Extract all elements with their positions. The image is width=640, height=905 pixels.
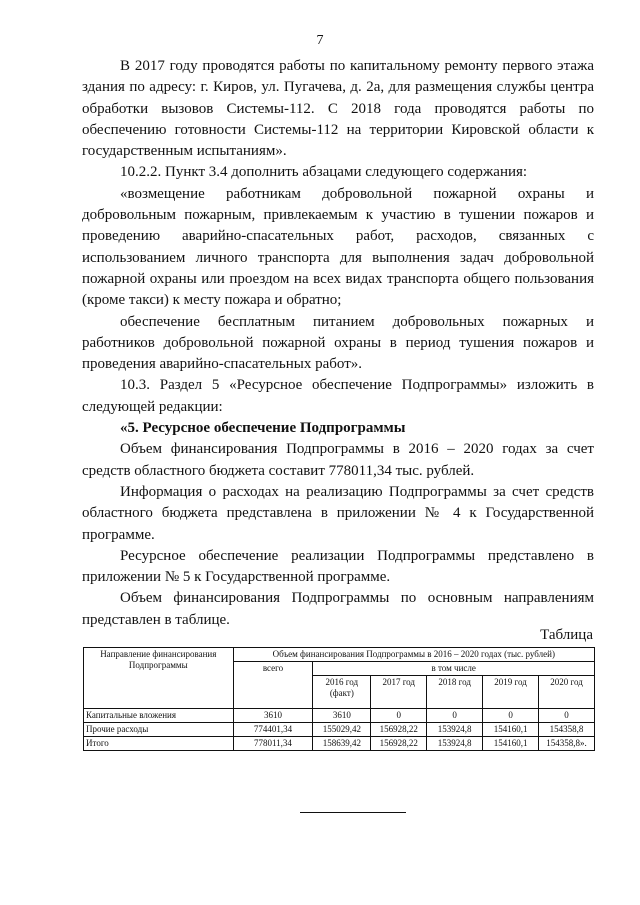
paragraph-repair-works: В 2017 году проводятся работы по капитальному ремонту первого этажа здания по адресу: г. Киров, ул. Пугачева, д. 2а, для размещения службы центра обработки вызовов Системы-112. С 2018 года проводятся работы по обеспечению готовности Системы-112 на территории Кировской области к государственным испытаниям».	[82, 58, 594, 160]
row-total: 774401,34	[233, 723, 313, 737]
cell-2019: 154160,1	[483, 723, 539, 737]
cell-2019: 0	[483, 709, 539, 723]
cell-2020: 154358,8».	[539, 737, 595, 751]
paragraph-funding-by-direction: Объем финансирования Подпрограммы по основным направлениям представлен в таблице.	[82, 590, 594, 628]
header-including: в том числе	[313, 662, 595, 676]
cell-2020: 0	[539, 709, 595, 723]
header-total: всего	[233, 662, 313, 709]
cell-2017: 0	[371, 709, 427, 723]
table-row	[84, 709, 595, 723]
paragraph-expense-info: Информация о расходах на реализацию Подпрограммы за счет средств областного бюджета представлена в приложении № 4 к Государственной программе.	[82, 483, 594, 543]
cell-2018: 153924,8	[427, 723, 483, 737]
cell-2017: 156928,22	[371, 737, 427, 751]
header-year-2018: 2018 год	[427, 676, 483, 709]
header-direction: Направление финансирования Подпрограммы	[84, 648, 234, 709]
row-label: Итого	[84, 737, 234, 751]
paragraph-free-meals: обеспечение бесплатным питанием добровольных пожарных и работников добровольной пожарной охраны в период тушения пожаров и проведения аварийно-спасательных работ».	[82, 313, 594, 373]
header-volume: Объем финансирования Подпрограммы в 2016 – 2020 годах (тыс. рублей)	[233, 648, 594, 662]
table-row	[84, 737, 595, 751]
paragraph-item-10-2-2: 10.2.2. Пункт 3.4 дополнить абзацами следующего содержания:	[120, 164, 528, 181]
paragraph-item-10-3: 10.3. Раздел 5 «Ресурсное обеспечение Подпрограммы» изложить в следующей редакции:	[82, 377, 594, 415]
header-year-2020: 2020 год	[539, 676, 595, 709]
row-total: 778011,34	[233, 737, 313, 751]
footer-divider	[300, 812, 406, 813]
cell-2019: 154160,1	[483, 737, 539, 751]
row-label: Прочие расходы	[84, 723, 234, 737]
row-total: 3610	[233, 709, 313, 723]
cell-2016: 158639,42	[313, 737, 371, 751]
header-year-2016: 2016 год (факт)	[313, 676, 371, 709]
section-5-heading: «5. Ресурсное обеспечение Подпрограммы	[120, 420, 406, 437]
cell-2016: 3610	[313, 709, 371, 723]
cell-2018: 153924,8	[427, 737, 483, 751]
table-caption: Таблица	[540, 627, 593, 643]
paragraph-compensation: «возмещение работникам добровольной пожарной охраны и добровольным пожарным, привлекаемым к участию в тушении пожаров и проведению аварийно-спасательных работ, расходов, связанных с использованием личного транспорта для выполнения задач добровольной пожарной охраны или проездом на всех видах транспорта общего пользования (кроме такси) к месту пожара и обратно;	[82, 185, 594, 309]
page-number: 7	[316, 33, 324, 48]
table-row	[84, 723, 595, 737]
paragraph-funding-volume: Объем финансирования Подпрограммы в 2016 – 2020 годах за счет средств областного бюджета составит 778011,34 тыс. рублей.	[82, 441, 594, 479]
header-year-2019: 2019 год	[483, 676, 539, 709]
paragraph-resource-provision: Ресурсное обеспечение реализации Подпрограммы представлено в приложении № 5 к Государственной программе.	[82, 547, 594, 586]
header-year-2017: 2017 год	[371, 676, 427, 709]
cell-2016: 155029,42	[313, 723, 371, 737]
row-label: Капитальные вложения	[84, 709, 234, 723]
funding-table	[83, 647, 595, 751]
cell-2018: 0	[427, 709, 483, 723]
cell-2017: 156928,22	[371, 723, 427, 737]
body-text	[82, 56, 594, 631]
cell-2020: 154358,8	[539, 723, 595, 737]
